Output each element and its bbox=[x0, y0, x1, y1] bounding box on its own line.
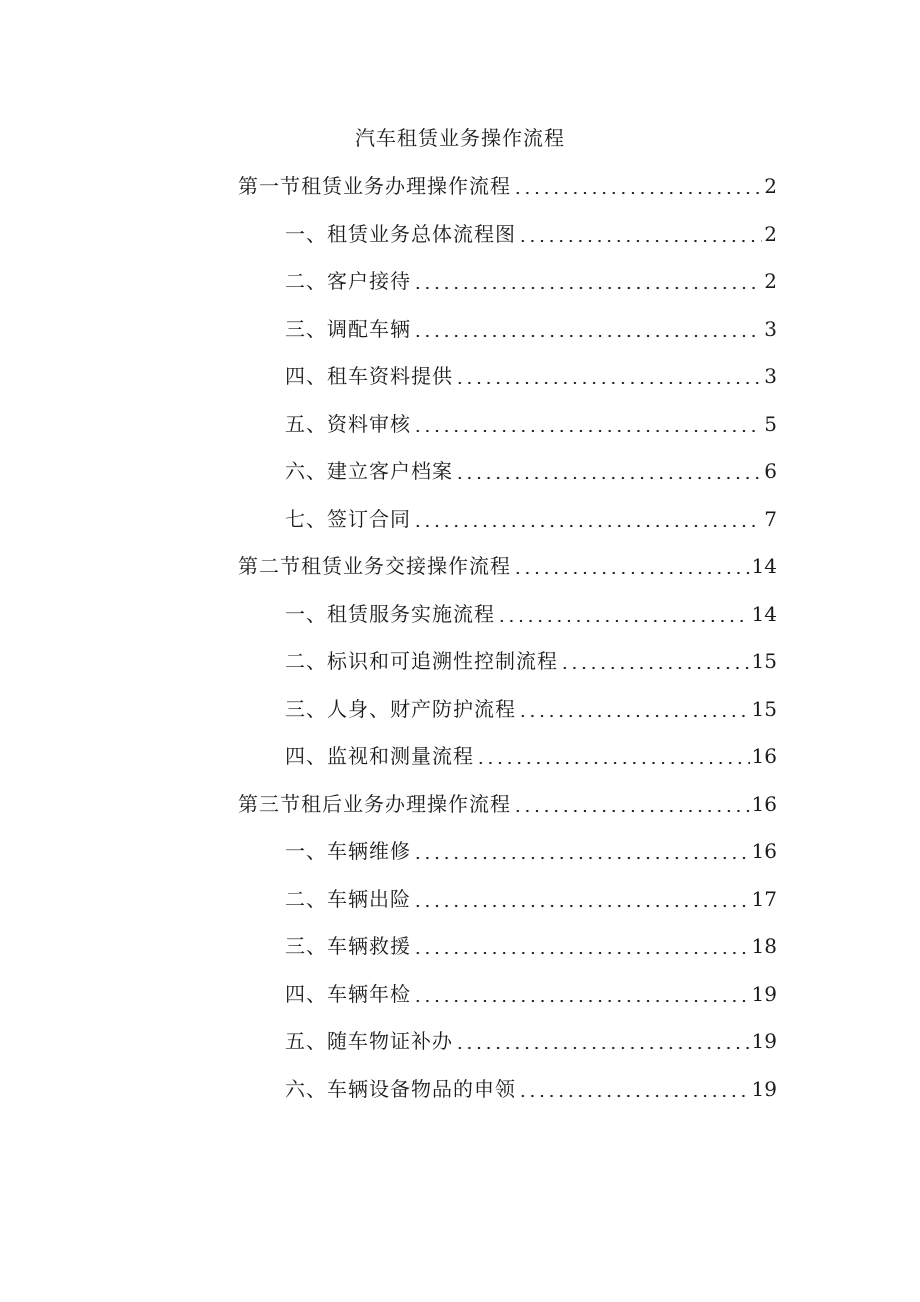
toc-dot-leader bbox=[413, 884, 750, 914]
toc-label: 七、签订合同 bbox=[285, 506, 411, 531]
toc-label: 一、租赁业务总体流程图 bbox=[285, 221, 516, 246]
toc-dot-leader bbox=[413, 409, 762, 439]
toc-label: 一、租赁服务实施流程 bbox=[285, 601, 495, 626]
toc-label: 三、人身、财产防护流程 bbox=[285, 696, 516, 721]
toc-page-number: 16 bbox=[751, 744, 777, 768]
toc-item[interactable] bbox=[285, 741, 777, 771]
toc-dot-leader bbox=[413, 314, 762, 344]
toc-item[interactable] bbox=[285, 979, 777, 1009]
toc-dot-leader bbox=[413, 979, 750, 1009]
toc-dot-leader bbox=[413, 931, 750, 961]
toc-dot-leader bbox=[413, 504, 762, 534]
toc-label: 三、车辆救援 bbox=[285, 934, 411, 958]
toc-item[interactable] bbox=[285, 266, 777, 296]
toc-page-number: 16 bbox=[751, 791, 777, 816]
toc-dot-leader bbox=[497, 599, 750, 629]
toc-page-number: 2 bbox=[764, 174, 777, 198]
toc-dot-leader bbox=[413, 266, 762, 296]
toc-page-number: 3 bbox=[764, 364, 777, 388]
toc-page-number: 5 bbox=[764, 411, 777, 436]
toc-dot-leader bbox=[560, 646, 750, 676]
document-title: 汽车租赁业务操作流程 bbox=[355, 126, 565, 150]
toc-label: 四、租车资料提供 bbox=[285, 364, 453, 388]
toc-page-number: 15 bbox=[751, 696, 777, 721]
toc-item[interactable] bbox=[285, 456, 777, 486]
toc-dot-leader bbox=[455, 456, 762, 486]
toc-page-number: 3 bbox=[764, 316, 777, 341]
toc-page-number: 19 bbox=[751, 1029, 777, 1053]
toc-item[interactable] bbox=[285, 599, 777, 629]
toc-label: 四、监视和测量流程 bbox=[285, 744, 474, 768]
toc-page-number: 7 bbox=[764, 506, 777, 531]
toc-page-number: 6 bbox=[764, 459, 777, 483]
toc-page-number: 14 bbox=[751, 554, 777, 578]
toc-label: 二、标识和可追溯性控制流程 bbox=[285, 649, 558, 673]
toc-label: 二、车辆出险 bbox=[285, 886, 411, 911]
toc-dot-leader bbox=[513, 789, 750, 819]
toc-section-3[interactable] bbox=[238, 789, 777, 819]
toc-item[interactable] bbox=[285, 694, 777, 724]
toc-item[interactable] bbox=[285, 504, 777, 534]
toc-dot-leader bbox=[455, 361, 762, 391]
toc-page-number: 15 bbox=[751, 649, 777, 673]
toc-dot-leader bbox=[518, 219, 762, 249]
toc-label: 二、客户接待 bbox=[285, 269, 411, 293]
toc-page-number: 17 bbox=[751, 886, 777, 911]
toc-item[interactable] bbox=[285, 1074, 777, 1104]
toc-page-number: 18 bbox=[751, 934, 777, 958]
toc-label: 五、随车物证补办 bbox=[285, 1029, 453, 1053]
toc-item[interactable] bbox=[285, 884, 777, 914]
toc-label: 六、建立客户档案 bbox=[285, 459, 453, 483]
toc-page-number: 19 bbox=[751, 1076, 777, 1101]
toc-item[interactable] bbox=[285, 931, 777, 961]
toc-page-number: 19 bbox=[751, 981, 777, 1006]
toc-item[interactable] bbox=[285, 646, 777, 676]
toc-label: 第一节租赁业务办理操作流程 bbox=[238, 174, 511, 198]
toc-page-number: 2 bbox=[764, 221, 777, 246]
toc-dot-leader bbox=[513, 551, 750, 581]
toc-item[interactable] bbox=[285, 1026, 777, 1056]
toc-dot-leader bbox=[518, 1074, 750, 1104]
toc-label: 一、车辆维修 bbox=[285, 839, 411, 863]
toc-page-number: 14 bbox=[751, 601, 777, 626]
toc-dot-leader bbox=[413, 836, 750, 866]
toc-item[interactable] bbox=[285, 409, 777, 439]
toc-label: 四、车辆年检 bbox=[285, 981, 411, 1006]
toc-label: 六、车辆设备物品的申领 bbox=[285, 1076, 516, 1101]
toc-dot-leader bbox=[455, 1026, 750, 1056]
toc-label: 三、调配车辆 bbox=[285, 316, 411, 341]
toc-item[interactable] bbox=[285, 836, 777, 866]
toc-dot-leader bbox=[518, 694, 750, 724]
toc-dot-leader bbox=[476, 741, 750, 771]
toc-item[interactable] bbox=[285, 361, 777, 391]
toc-label: 第二节租赁业务交接操作流程 bbox=[238, 554, 511, 578]
toc-section-1[interactable] bbox=[238, 171, 777, 201]
toc-item[interactable] bbox=[285, 314, 777, 344]
toc-label: 五、资料审核 bbox=[285, 411, 411, 436]
toc-label: 第三节租后业务办理操作流程 bbox=[238, 791, 511, 816]
toc-page-number: 2 bbox=[764, 269, 777, 293]
toc-item[interactable] bbox=[285, 219, 777, 249]
toc-page-number: 16 bbox=[751, 839, 777, 863]
toc-section-2[interactable] bbox=[238, 551, 777, 581]
toc-dot-leader bbox=[513, 171, 762, 201]
